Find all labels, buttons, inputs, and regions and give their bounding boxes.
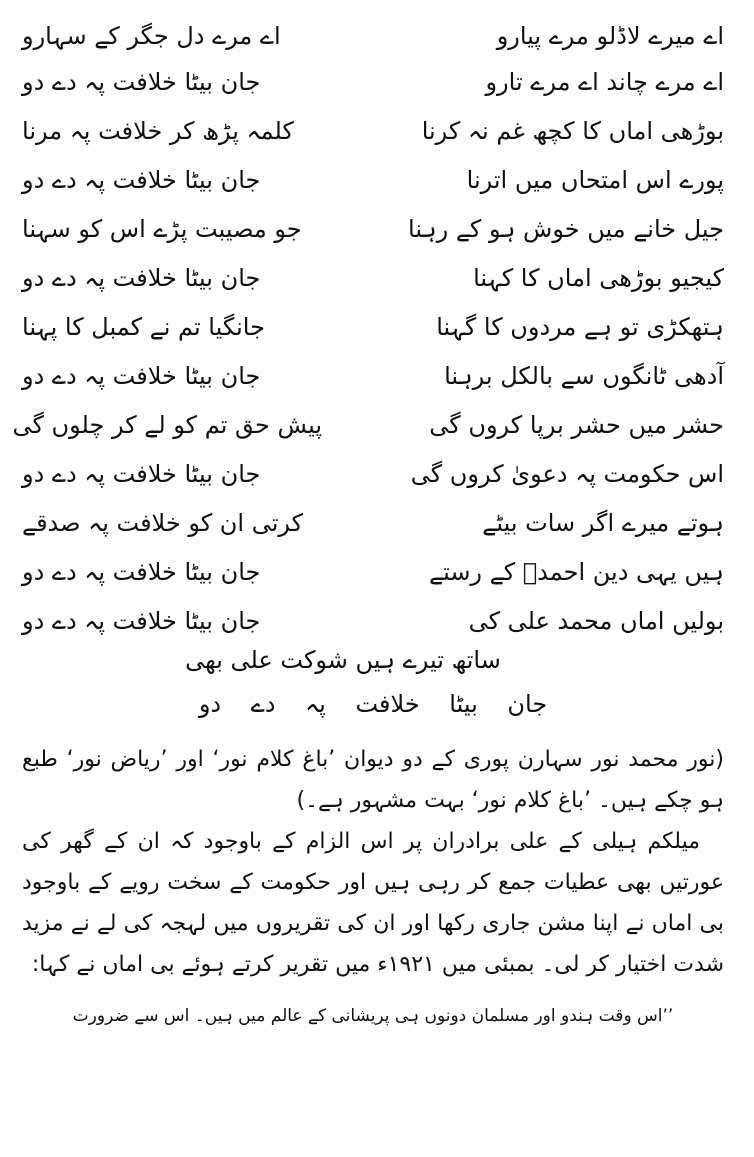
hemistich-first: بولیں اماں محمد علی کی <box>468 606 724 635</box>
hemistich-first: ہیں یہی دین احمدؐ کے رستے <box>429 557 724 586</box>
prose-section <box>22 739 724 985</box>
poem-couplet <box>22 547 724 596</box>
poem-couplet <box>22 253 724 302</box>
hemistich-first: آدھی ٹانگوں سے بالکل برہنا <box>444 361 724 390</box>
hemistich-first: ہوتے میرے اگر سات بیٹے <box>482 508 724 537</box>
poem-couplet <box>22 302 724 351</box>
hemistich-first: کیجیو بوڑھی اماں کا کہنا <box>473 263 724 292</box>
hemistich-second: کرتی ان کو خلافت پہ صدقے <box>22 508 304 537</box>
poem-couplet <box>22 14 724 57</box>
editorial-note: (نور محمد نور سہارن پوری کے دو دیوان ’باغ کلام نور‘ اور ’ریاض نور‘ طبع ہو چکے ہیں۔ ’باغ کلام نور‘ بہت مشہور ہے۔) <box>22 747 724 813</box>
hemistich-second: جانگیا تم نے کمبل کا پہنا <box>22 312 265 341</box>
poem <box>12 14 724 739</box>
hemistich-second: جان بیٹا خلافت پہ دے دو <box>22 606 261 635</box>
hemistich-second: جان بیٹا خلافت پہ دے دو <box>22 67 261 96</box>
poem-couplet <box>22 449 724 498</box>
hemistich-first: پورے اس امتحاں میں اترنا <box>466 165 724 194</box>
hemistich-first: اس حکومت پہ دعویٰ کروں گی <box>410 459 724 488</box>
hemistich-first: اے مرے چاند اے مرے تارو <box>485 67 724 96</box>
poem-refrain-line: جان بیٹا خلافت پہ دے دو <box>198 690 548 718</box>
hemistich-second: جان بیٹا خلافت پہ دے دو <box>22 263 261 292</box>
hemistich-first: اے میرے لاڈلو مرے پیارو <box>496 21 724 50</box>
poem-couplet <box>22 106 724 155</box>
hemistich-second: جان بیٹا خلافت پہ دے دو <box>22 165 261 194</box>
poem-couplet <box>22 351 724 400</box>
poem-couplet <box>22 498 724 547</box>
hemistich-second: جان بیٹا خلافت پہ دے دو <box>22 361 261 390</box>
body-paragraph: میلکم ہیلی کے علی برادران پر اس الزام کے باوجود کہ ان کے گھر کی عورتیں بھی عطیات جمع کر رہی ہیں اور حکومت کے سخت رویے کے باوجود بی اماں نے اپنا مشن جاری رکھا اور ان کی تقریروں میں لہجہ کی لے نے مزید شدت اختیار کر لی۔ بمبئی میں ۱۹۲۱ء میں تقریر کرتے ہوئے بی اماں نے کہا: <box>22 829 724 977</box>
hemistich-second: جو مصیبت پڑے اس کو سہنا <box>22 214 302 243</box>
hemistich-second: کلمہ پڑھ کر خلافت پہ مرنا <box>22 116 294 145</box>
poem-couplet <box>22 155 724 204</box>
poem-couplet <box>12 400 724 449</box>
hemistich-second: پیش حق تم کو لے کر چلوں گی <box>12 410 322 439</box>
hemistich-first: ہتھکڑی تو ہے مردوں کا گہنا <box>436 312 724 341</box>
poem-couplet <box>22 204 724 253</box>
poem-closing-line: ساتھ تیرے ہیں شوکت علی بھی <box>185 646 501 674</box>
hemistich-second: جان بیٹا خلافت پہ دے دو <box>22 459 261 488</box>
hemistich-first: جیل خانے میں خوش ہو کے رہنا <box>408 214 724 243</box>
poem-couplet <box>22 596 724 645</box>
hemistich-second: جان بیٹا خلافت پہ دے دو <box>22 557 261 586</box>
poem-couplet <box>22 57 724 106</box>
speech-quote: ’’اس وقت ہندو اور مسلمان دونوں ہی پریشانی کے عالم میں ہیں۔ اس سے ضرورت <box>72 1006 674 1026</box>
hemistich-second: اے مرے دل جگر کے سہارو <box>22 21 281 50</box>
hemistich-first: حشر میں حشر برپا کروں گی <box>429 410 724 439</box>
hemistich-first: بوڑھی اماں کا کچھ غم نہ کرنا <box>421 116 724 145</box>
